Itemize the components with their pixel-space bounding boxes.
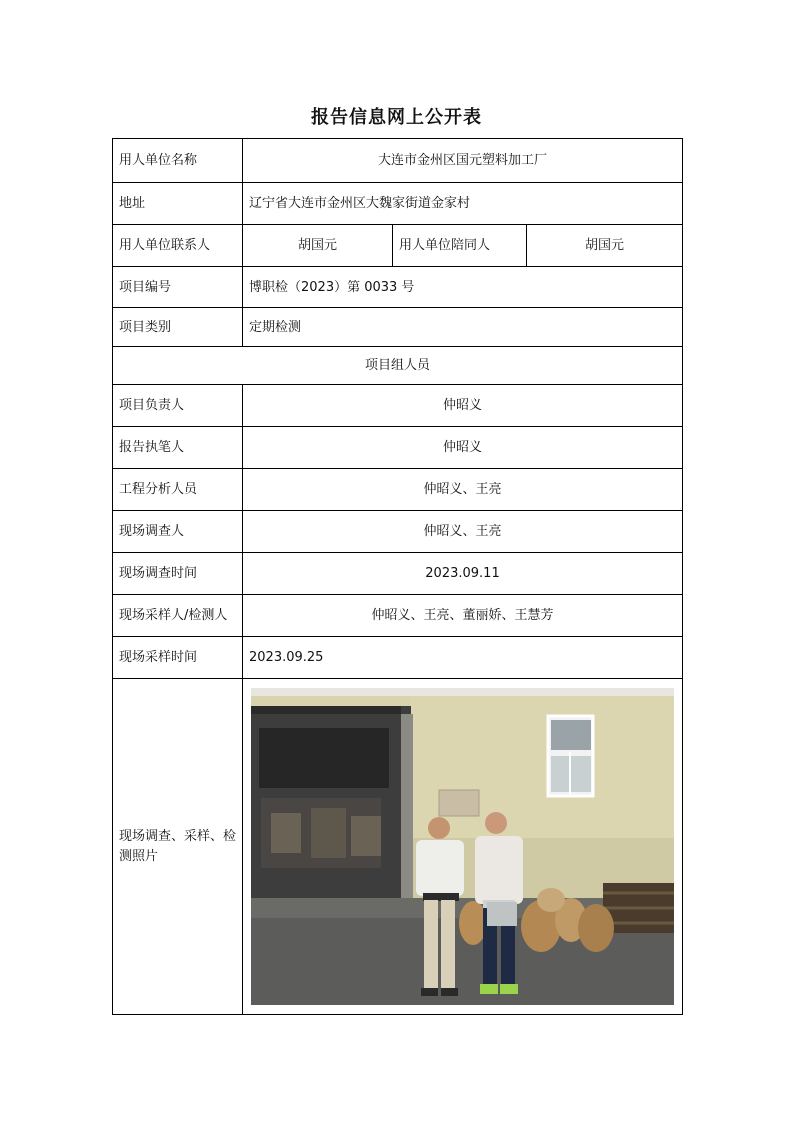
page-title: 报告信息网上公开表	[311, 107, 482, 128]
writer-label: 报告执笔人	[113, 427, 243, 469]
writer-value: 仲昭义	[243, 427, 683, 469]
sampler-label: 现场采样人/检测人	[113, 595, 243, 637]
table-row	[113, 308, 683, 347]
table-row	[113, 511, 683, 553]
address-value: 辽宁省大连市金州区大魏家街道金家村	[243, 183, 683, 225]
table-row	[113, 225, 683, 267]
team-section-header: 项目组人员	[113, 347, 683, 385]
escort-label: 用人单位陪同人	[393, 225, 527, 267]
table-row	[113, 267, 683, 308]
table-row	[113, 385, 683, 427]
table-row	[113, 637, 683, 679]
leader-value: 仲昭义	[243, 385, 683, 427]
photo-label: 现场调查、采样、检测照片	[113, 679, 243, 1015]
table-row	[113, 427, 683, 469]
table-row	[113, 469, 683, 511]
employer-name-value: 大连市金州区国元塑料加工厂	[243, 139, 683, 183]
table-row	[113, 347, 683, 385]
sampling-time-value: 2023.09.25	[243, 637, 683, 679]
investigation-time-label: 现场调查时间	[113, 553, 243, 595]
project-no-value: 博职检（2023）第 0033 号	[243, 267, 683, 308]
table-row	[113, 139, 683, 183]
photo-cell	[243, 679, 683, 1015]
project-type-value: 定期检测	[243, 308, 683, 347]
project-type-label: 项目类别	[113, 308, 243, 347]
investigation-time-value: 2023.09.11	[243, 553, 683, 595]
investigator-value: 仲昭义、王亮	[243, 511, 683, 553]
site-photo-image	[251, 688, 674, 1005]
leader-label: 项目负责人	[113, 385, 243, 427]
analyst-value: 仲昭义、王亮	[243, 469, 683, 511]
report-table	[112, 138, 683, 1015]
table-row	[113, 183, 683, 225]
address-label: 地址	[113, 183, 243, 225]
contact-value: 胡国元	[243, 225, 393, 267]
sampling-time-label: 现场采样时间	[113, 637, 243, 679]
table-row	[113, 595, 683, 637]
investigator-label: 现场调查人	[113, 511, 243, 553]
escort-value: 胡国元	[527, 225, 683, 267]
sampler-value: 仲昭义、王亮、董丽娇、王慧芳	[243, 595, 683, 637]
site-photo	[251, 688, 674, 1005]
employer-name-label: 用人单位名称	[113, 139, 243, 183]
project-no-label: 项目编号	[113, 267, 243, 308]
contact-label: 用人单位联系人	[113, 225, 243, 267]
analyst-label: 工程分析人员	[113, 469, 243, 511]
table-row	[113, 553, 683, 595]
table-row	[113, 679, 683, 1015]
